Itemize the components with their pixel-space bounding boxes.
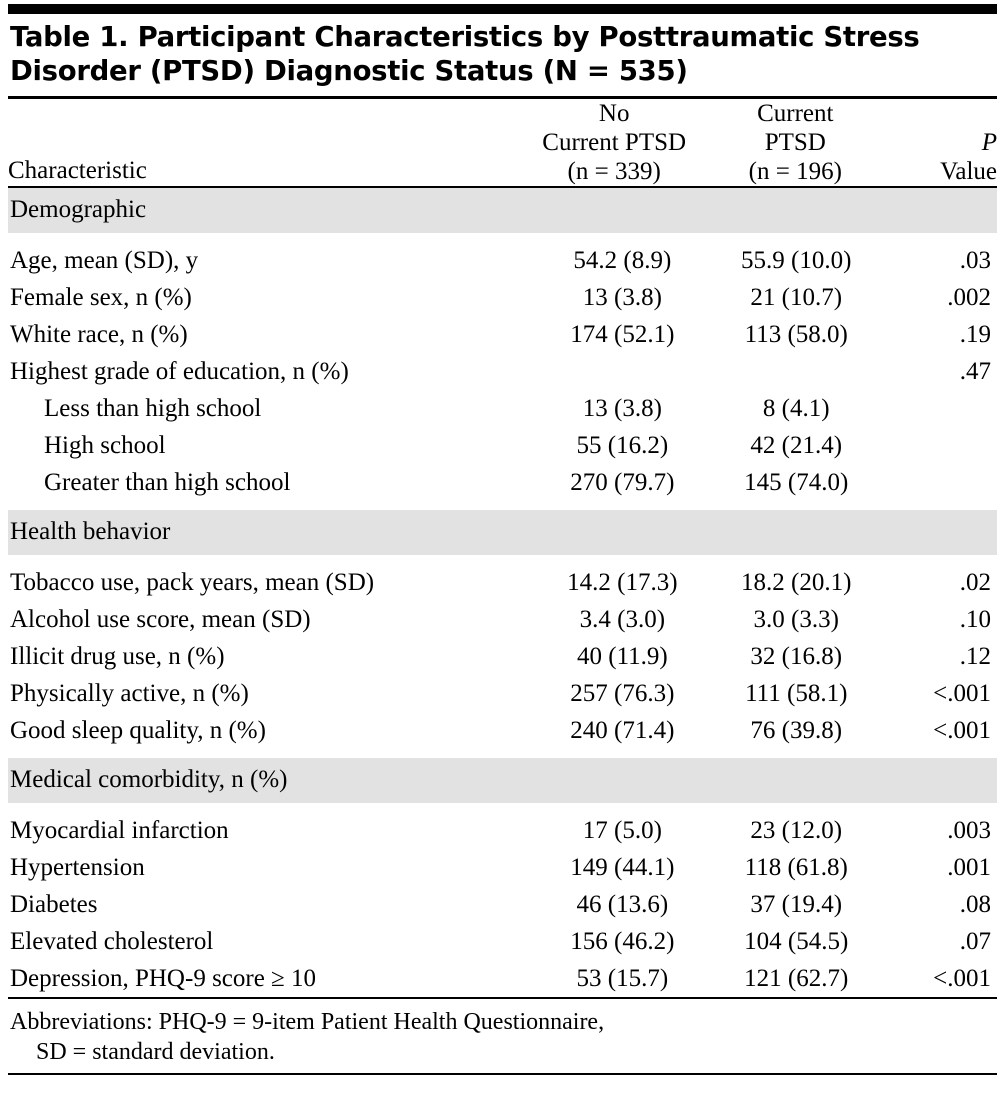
spacer <box>8 803 997 812</box>
row-value-current-ptsd: 32 (16.8) <box>750 642 843 670</box>
table-body-rows <box>8 188 997 997</box>
table-row <box>8 390 997 427</box>
row-p-value: .12 <box>959 642 991 670</box>
row-value-no-ptsd: 156 (46.2) <box>570 927 675 955</box>
header-row <box>8 99 997 186</box>
row-value-no-ptsd: 13 (3.8) <box>582 283 662 311</box>
table-row <box>8 601 997 638</box>
row-p-value: .03 <box>959 246 991 274</box>
section-header-row <box>8 510 997 555</box>
row-p-value: .08 <box>959 890 991 918</box>
row-label: Age, mean (SD), y <box>10 246 199 274</box>
row-value-current-ptsd: 76 (39.8) <box>750 716 843 744</box>
row-value-no-ptsd: 240 (71.4) <box>570 716 675 744</box>
row-value-no-ptsd: 40 (11.9) <box>577 642 668 670</box>
row-label: Good sleep quality, n (%) <box>10 716 266 744</box>
row-value-current-ptsd: 111 (58.1) <box>745 679 848 707</box>
row-value-no-ptsd: 257 (76.3) <box>570 679 675 707</box>
header-characteristic: Characteristic <box>8 157 147 185</box>
row-value-current-ptsd: 23 (12.0) <box>750 816 843 844</box>
row-label: Female sex, n (%) <box>10 283 192 311</box>
row-value-no-ptsd: 54.2 (8.9) <box>573 246 672 274</box>
row-p-value: .003 <box>947 816 991 844</box>
table-row <box>8 812 997 849</box>
row-value-current-ptsd: 55.9 (10.0) <box>741 246 852 274</box>
row-value-no-ptsd: 149 (44.1) <box>570 853 675 881</box>
spacer <box>8 555 997 564</box>
table-row <box>8 279 997 316</box>
row-value-current-ptsd: 145 (74.0) <box>744 468 849 496</box>
table-row <box>8 886 997 923</box>
row-p-value: .07 <box>959 927 991 955</box>
table-caption: Table 1. Participant Characteristics by Posttraumatic Stress Disorder (PTSD) Diagnostic Status (N = 535) <box>10 21 920 87</box>
row-label: Alcohol use score, mean (SD) <box>10 605 311 633</box>
spacer <box>8 501 997 510</box>
row-value-current-ptsd: 18.2 (20.1) <box>741 568 852 596</box>
row-p-value <box>876 464 997 501</box>
section-header-row <box>8 188 997 233</box>
row-value-no-ptsd: 270 (79.7) <box>570 468 675 496</box>
footnote-line-2: SD = standard deviation. <box>36 1039 275 1066</box>
row-label: Diabetes <box>10 890 98 918</box>
row-value-current-ptsd <box>716 353 876 390</box>
row-value-no-ptsd <box>528 353 716 390</box>
row-label: Depression, PHQ-9 score ≥ 10 <box>10 964 317 992</box>
table-row <box>8 564 997 601</box>
row-value-current-ptsd: 42 (21.4) <box>750 431 843 459</box>
row-label: Hypertension <box>10 853 145 881</box>
section-title-health-behavior: Health behavior <box>8 510 997 555</box>
table-row <box>8 638 997 675</box>
table-header <box>8 99 997 186</box>
table-row <box>8 675 997 712</box>
row-value-current-ptsd: 118 (61.8) <box>744 853 848 881</box>
row-p-value: <.001 <box>933 679 991 707</box>
header-current-ptsd-line1: Current <box>757 100 834 128</box>
row-value-no-ptsd: 174 (52.1) <box>570 320 675 348</box>
row-label: Myocardial infarction <box>10 816 229 844</box>
row-p-value <box>876 427 997 464</box>
row-p-value: .10 <box>959 605 991 633</box>
row-p-value: <.001 <box>933 964 991 992</box>
row-value-current-ptsd: 121 (62.7) <box>744 964 849 992</box>
header-p-value <box>878 99 997 186</box>
row-value-no-ptsd: 55 (16.2) <box>576 431 669 459</box>
table-row <box>8 923 997 960</box>
footnote-line-1: Abbreviations: PHQ-9 = 9-item Patient Health Questionnaire, <box>10 1009 605 1036</box>
row-value-no-ptsd: 17 (5.0) <box>582 816 662 844</box>
table-row <box>8 464 997 501</box>
row-value-no-ptsd: 53 (15.7) <box>576 964 669 992</box>
row-p-value: .19 <box>959 320 991 348</box>
row-p-value: .47 <box>959 357 991 385</box>
row-value-current-ptsd: 3.0 (3.3) <box>753 605 839 633</box>
table-bottom-rule <box>8 1073 997 1075</box>
row-value-current-ptsd: 21 (10.7) <box>750 283 843 311</box>
row-label: Tobacco use, pack years, mean (SD) <box>10 568 375 596</box>
row-label: White race, n (%) <box>10 320 188 348</box>
section-title-medical-comorbidity: Medical comorbidity, n (%) <box>8 758 997 803</box>
table-row <box>8 316 997 353</box>
row-value-no-ptsd: 13 (3.8) <box>582 394 662 422</box>
row-p-value: .001 <box>947 853 991 881</box>
spacer <box>8 749 997 758</box>
row-p-value: .02 <box>959 568 991 596</box>
participant-characteristics-table <box>8 99 997 186</box>
row-label: Highest grade of education, n (%) <box>10 357 349 385</box>
header-current-ptsd-line2: PTSD <box>764 129 826 157</box>
table-row <box>8 960 997 997</box>
row-label: Greater than high school <box>44 468 291 496</box>
row-label: Elevated cholesterol <box>10 927 214 955</box>
row-p-value: <.001 <box>933 716 991 744</box>
table-row <box>8 242 997 279</box>
header-no-current-ptsd-line1: No <box>598 100 630 128</box>
header-no-current-ptsd <box>516 99 712 186</box>
header-p-value-line1: P <box>981 129 997 157</box>
table-body <box>8 188 997 997</box>
header-no-current-ptsd-line3: (n = 339) <box>567 158 661 186</box>
header-current-ptsd-line3: (n = 196) <box>748 158 842 186</box>
header-p-value-line2: Value <box>940 158 997 186</box>
row-value-no-ptsd: 46 (13.6) <box>576 890 669 918</box>
row-value-no-ptsd: 14.2 (17.3) <box>567 568 678 596</box>
row-label: Illicit drug use, n (%) <box>10 642 225 670</box>
spacer <box>8 233 997 242</box>
row-value-current-ptsd: 8 (4.1) <box>762 394 830 422</box>
row-label: Physically active, n (%) <box>10 679 249 707</box>
table-row <box>8 849 997 886</box>
table-container <box>0 4 1005 1075</box>
row-value-no-ptsd: 3.4 (3.0) <box>579 605 666 633</box>
table-row <box>8 427 997 464</box>
header-current-ptsd <box>712 99 878 186</box>
row-value-current-ptsd: 104 (54.5) <box>744 927 849 955</box>
section-title-demographic: Demographic <box>8 188 997 233</box>
row-value-current-ptsd: 37 (19.4) <box>750 890 843 918</box>
row-p-value: .002 <box>947 283 991 311</box>
section-header-row <box>8 758 997 803</box>
header-no-current-ptsd-line2: Current PTSD <box>542 129 687 157</box>
row-p-value <box>876 390 997 427</box>
table-top-rule <box>8 4 997 14</box>
table-footnote <box>8 999 997 1073</box>
row-label: High school <box>44 431 166 459</box>
row-label: Less than high school <box>44 394 262 422</box>
table-row <box>8 712 997 749</box>
table-row <box>8 353 997 390</box>
row-value-current-ptsd: 113 (58.0) <box>744 320 848 348</box>
